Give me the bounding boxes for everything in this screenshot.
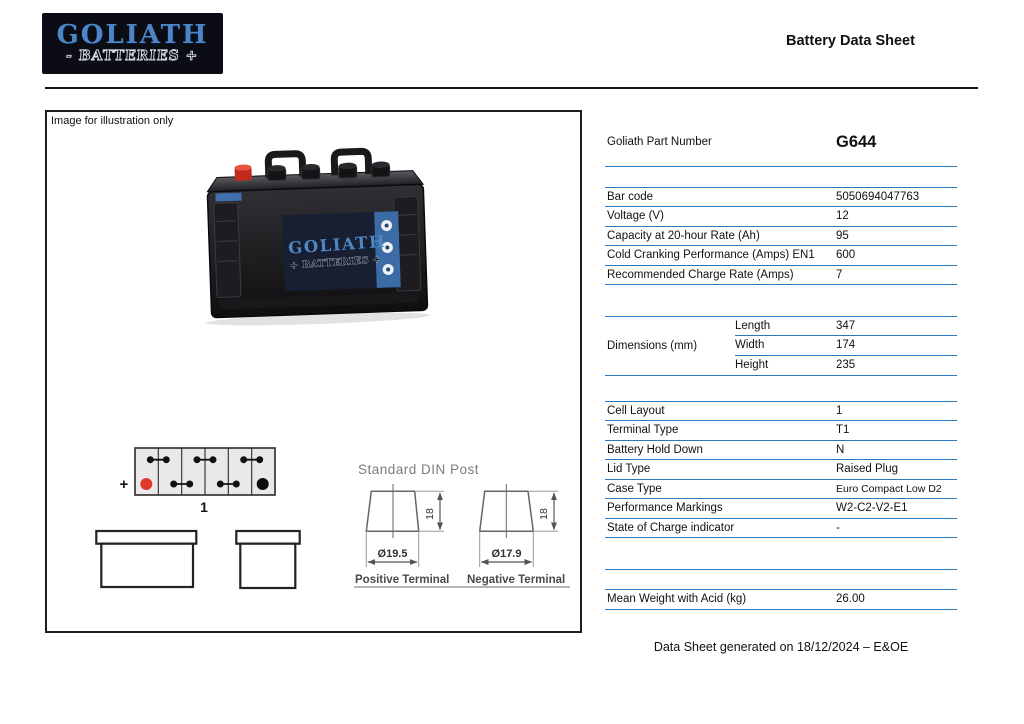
- logo-sub-text: - BATTERIES +: [65, 47, 200, 64]
- negative-post-drawing: [467, 484, 565, 586]
- spec-label: State of Charge indicator: [607, 521, 735, 534]
- plus-sign: +: [119, 476, 129, 493]
- spec-label: Case Type: [607, 482, 662, 495]
- spec-label: Height: [735, 359, 769, 372]
- spec-row: [605, 266, 957, 286]
- spec-row: [605, 480, 957, 500]
- positive-post-drawing: [355, 484, 449, 586]
- negative-terminal-label: Negative Terminal: [467, 574, 566, 586]
- spec-label: Performance Markings: [607, 502, 723, 515]
- spec-label: Cold Cranking Performance (Amps) EN1: [607, 249, 815, 262]
- spec-row: [605, 421, 957, 441]
- spec-row: [735, 317, 957, 337]
- spec-value: 12: [836, 210, 849, 223]
- battery-front-label: [282, 211, 401, 291]
- illustration-note: Image for illustration only: [51, 115, 174, 127]
- spec-row: [605, 590, 957, 610]
- spec-label: Recommended Charge Rate (Amps): [607, 268, 794, 281]
- table-divider-line: [605, 166, 957, 167]
- spec-row: [605, 519, 957, 539]
- cell-layout-number: 1: [200, 499, 208, 515]
- spec-label: Terminal Type: [607, 424, 679, 437]
- header-divider: [45, 87, 978, 89]
- spec-row: [605, 207, 957, 227]
- dimensions-rows: [735, 317, 957, 376]
- spec-value: T1: [836, 424, 850, 437]
- weight-spec-group: [605, 589, 957, 610]
- post-height-dim: 18: [424, 508, 436, 520]
- cell-layout-diagram: [118, 442, 290, 516]
- goliath-logo: [42, 13, 223, 74]
- illustration-box: [45, 110, 582, 633]
- post-height-dim: 18: [538, 508, 550, 520]
- din-post-diagram: [347, 457, 577, 591]
- spec-value: 7: [836, 268, 843, 281]
- generated-note: Data Sheet generated on 18/12/2024 – E&OE: [653, 640, 909, 654]
- dimensions-label: Dimensions (mm): [607, 339, 698, 352]
- spec-row: [605, 441, 957, 461]
- spec-value: 95: [836, 229, 849, 242]
- spec-value: N: [836, 443, 845, 456]
- detail-spec-group: [605, 401, 957, 539]
- negative-post-marker: [257, 478, 269, 490]
- spec-label: Capacity at 20-hour Rate (Ah): [607, 229, 760, 242]
- spec-row: [735, 356, 957, 376]
- table-divider-line: [605, 569, 957, 570]
- spec-row: [605, 188, 957, 208]
- positive-terminal-cap: [234, 164, 252, 181]
- dimensions-block: [605, 316, 957, 377]
- spec-label: Lid Type: [607, 463, 651, 476]
- spec-value: -: [836, 521, 840, 534]
- spec-row: [605, 227, 957, 247]
- part-number-value: G644: [836, 132, 877, 151]
- spec-value: W2-C2-V2-E1: [836, 502, 908, 515]
- spec-row: [605, 402, 957, 422]
- positive-post-marker: [140, 478, 152, 490]
- spec-value: Euro Compact Low D2: [836, 482, 942, 495]
- spec-value: 26.00: [836, 593, 865, 606]
- spec-value: Raised Plug: [836, 463, 899, 476]
- spec-label: Voltage (V): [607, 210, 664, 223]
- part-number-row: [605, 126, 957, 158]
- spec-value: 1: [836, 404, 843, 417]
- battery-outline-drawings: [90, 523, 305, 593]
- part-number-label: Goliath Part Number: [607, 136, 712, 148]
- spec-value: 5050694047763: [836, 190, 920, 203]
- spec-row: [735, 336, 957, 356]
- post-diameter-dim: Ø17.9: [491, 548, 522, 560]
- spec-label: Length: [735, 319, 771, 332]
- spec-value: 347: [836, 319, 856, 332]
- spec-label: Cell Layout: [607, 404, 665, 417]
- spec-label: Width: [735, 339, 765, 352]
- spec-value: 600: [836, 249, 856, 262]
- battery-label-brand: GOLIATH: [287, 231, 387, 258]
- spec-value: 235: [836, 359, 856, 372]
- positive-terminal-label: Positive Terminal: [355, 574, 450, 586]
- din-post-title: Standard DIN Post: [358, 462, 480, 477]
- spec-row: [605, 460, 957, 480]
- battery-label-sub: + BATTERIES +: [289, 254, 382, 272]
- logo-brand-text: GOLIATH: [56, 19, 209, 50]
- spec-row: [605, 246, 957, 266]
- spec-label: Battery Hold Down: [607, 443, 703, 456]
- page-title: Battery Data Sheet: [786, 33, 915, 49]
- battery-small-sticker: [215, 193, 241, 202]
- post-diameter-dim: Ø19.5: [377, 548, 408, 560]
- spec-row: [605, 499, 957, 519]
- spec-label: Mean Weight with Acid (kg): [607, 593, 747, 606]
- spec-value: 174: [836, 339, 856, 352]
- battery-photo: [187, 138, 447, 328]
- main-spec-group: [605, 187, 957, 286]
- spec-label: Bar code: [607, 190, 654, 203]
